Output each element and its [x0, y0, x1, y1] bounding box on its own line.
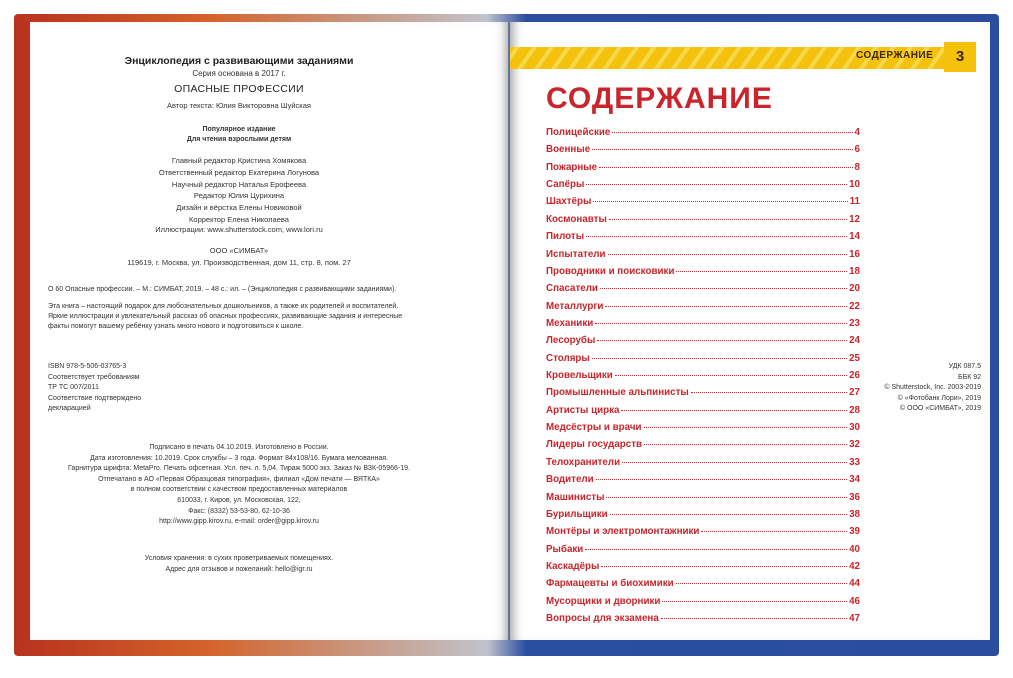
print-line: Гарнитура шрифта: MetaPro. Печать офсетная. Усл. печ. л. 5,04. Тираж 5000 экз. Заказ № ВЗК-05966-19. — [68, 465, 410, 473]
publisher-name: ООО «СИМБАТ» — [209, 246, 269, 255]
toc-label: Рыбаки — [546, 543, 584, 555]
editors-list — [0, 155, 478, 226]
toc-heading: СОДЕРЖАНИЕ — [546, 82, 773, 115]
toc-entry — [546, 509, 860, 526]
isbn-line: ТР ТС 007/2011 — [48, 384, 99, 391]
toc-entry — [546, 301, 860, 318]
toc-dot-leader — [608, 254, 848, 255]
toc-dot-leader — [586, 236, 847, 237]
toc-page-number: 26 — [849, 370, 860, 382]
editor-line: Редактор Юлия Цурихина — [193, 191, 285, 201]
toc-dot-leader — [595, 323, 847, 324]
toc-label: Фармацевты и биохимики — [546, 578, 674, 590]
toc-entry — [546, 561, 860, 578]
toc-dot-leader — [615, 375, 847, 376]
toc-page-number: 33 — [849, 456, 860, 468]
toc-label: Кровельщики — [546, 370, 613, 382]
toc-label: Металлурги — [546, 300, 604, 312]
toc-entry — [546, 370, 860, 387]
toc-page-number: 30 — [849, 422, 860, 434]
print-info — [0, 443, 478, 528]
header-label: СОДЕРЖАНИЕ — [856, 50, 934, 61]
bibliographic-record: О 60 Опасные профессии. – М.: СИМБАТ, 2019. – 48 с.: ил. – (Энциклопедия с развивающими заданиями). — [48, 286, 397, 293]
toc-dot-leader — [585, 549, 847, 550]
editor-line: Ответственный редактор Екатерина Логунова — [158, 167, 320, 177]
toc-dot-leader — [661, 618, 847, 619]
toc-label: Мусорщики и дворники — [546, 595, 661, 607]
toc-label: Водители — [546, 474, 594, 486]
toc-entry — [546, 457, 860, 474]
toc-page-number: 11 — [849, 196, 860, 208]
storage-line: Адрес для отзывов и пожеланий: hello@igr.ru — [165, 566, 313, 573]
udk-line: © «Фотобанк Лори», 2019 — [897, 394, 981, 402]
toc-page-number: 28 — [849, 404, 860, 416]
toc-page-number: 36 — [849, 491, 860, 503]
toc-entry — [546, 231, 860, 248]
toc-dot-leader — [644, 427, 848, 428]
toc-page-number: 12 — [849, 213, 860, 225]
toc-entry — [546, 544, 860, 561]
toc-entry — [546, 283, 860, 300]
toc-label: Артисты цирка — [546, 404, 620, 416]
annotation-line: Эта книга – настоящий подарок для любознательных дошкольников, а также их родителей и воспитателей. — [48, 303, 399, 310]
toc-entry — [546, 144, 860, 161]
toc-dot-leader — [610, 514, 847, 515]
toc-dot-leader — [609, 219, 847, 220]
udk-line: ББК 92 — [958, 373, 981, 381]
toc-dot-leader — [622, 462, 847, 463]
toc-dot-leader — [605, 306, 847, 307]
toc-entry — [546, 526, 860, 543]
toc-label: Военные — [546, 144, 591, 156]
toc-page-number: 47 — [849, 613, 860, 625]
book-title: ОПАСНЫЕ ПРОФЕССИИ — [174, 83, 304, 95]
toc-page-number: 24 — [849, 335, 860, 347]
print-line: Подписано в печать 04.10.2019. Изготовлено в России. — [149, 444, 329, 451]
toc-label: Проводники и поисковики — [546, 265, 675, 277]
toc-label: Лесорубы — [546, 335, 596, 347]
toc-entry — [546, 162, 860, 179]
toc-label: Телохранители — [546, 456, 621, 468]
toc-entry — [546, 492, 860, 509]
toc-dot-leader — [701, 531, 847, 532]
annotation-line: факты помогут вашему ребёнку узнать много нового и подготовиться к школе. — [48, 323, 304, 330]
toc-dot-leader — [691, 392, 847, 393]
toc-dot-leader — [676, 583, 847, 584]
editor-line: Корректор Елена Николаева — [189, 214, 289, 224]
toc-page-number: 8 — [854, 161, 860, 173]
toc-label: Монтёры и электромонтажники — [546, 526, 700, 538]
toc-label: Пожарные — [546, 161, 598, 173]
toc-dot-leader — [593, 201, 847, 202]
series-note: Серия основана в 2017 г. — [192, 69, 286, 78]
toc-entry — [546, 353, 860, 370]
toc-label: Столяры — [546, 352, 590, 364]
toc-label: Пилоты — [546, 231, 585, 243]
toc-label: Каскадёры — [546, 560, 600, 572]
toc-page-number: 39 — [849, 526, 860, 538]
toc-page-number: 20 — [849, 283, 860, 295]
toc-entry — [546, 196, 860, 213]
isbn-line: Соответствие подтверждено — [48, 394, 142, 402]
isbn-line: декларацией — [48, 405, 91, 412]
storage-info — [0, 554, 478, 576]
isbn-line: Соответствует требованиям — [48, 373, 140, 381]
toc-entry — [546, 613, 860, 630]
print-line: http://www.gipp.kirov.ru, e-mail: order@gipp.kirov.ru — [159, 518, 319, 526]
toc-entry — [546, 214, 860, 231]
toc-dot-leader — [592, 149, 852, 150]
toc-entry — [546, 179, 860, 196]
edition-type: Популярное издание — [202, 126, 276, 133]
udk-line: УДК 087.5 — [948, 363, 981, 370]
toc-page-number: 14 — [849, 231, 860, 243]
toc-page-number: 16 — [849, 248, 860, 260]
editor-line: Главный редактор Кристина Хомякова — [171, 156, 307, 165]
toc-label: Сапёры — [546, 179, 585, 191]
toc-label: Полицейские — [546, 127, 611, 138]
toc-page-number: 38 — [849, 508, 860, 520]
toc-page-number: 6 — [854, 144, 860, 156]
author-line: Автор текста: Юлия Викторовна Шуйская — [167, 101, 311, 110]
toc-entry — [546, 596, 860, 613]
toc-label: Шахтёры — [546, 196, 592, 208]
toc-page-number: 18 — [849, 265, 860, 277]
toc-page-number: 22 — [849, 300, 860, 312]
toc-label: Механики — [546, 317, 594, 329]
storage-line: Условия хранения: в сухих проветриваемых помещениях. — [144, 555, 334, 562]
toc-dot-leader — [601, 566, 847, 567]
toc-label: Бурильщики — [546, 508, 608, 520]
toc-label: Вопросы для экзамена — [546, 613, 659, 625]
toc-page-number: 10 — [849, 179, 860, 191]
toc-dot-leader — [676, 271, 847, 272]
toc-page-number: 42 — [849, 560, 860, 572]
encyclopedia-title: Энциклопедия с развивающими заданиями — [124, 55, 354, 67]
toc-dot-leader — [586, 184, 847, 185]
page-number: 3 — [944, 42, 976, 72]
isbn-block — [48, 362, 141, 415]
toc-page-number: 23 — [849, 317, 860, 329]
toc-dot-leader — [597, 340, 847, 341]
editor-line: Дизайн и вёрстка Елены Новиковой — [176, 203, 302, 213]
toc-label: Промышленные альпинисты — [546, 387, 689, 399]
toc-entry — [546, 249, 860, 266]
toc-page-number: 44 — [849, 578, 860, 590]
print-line: в полном соответствии с качеством предоставленных материалов — [130, 486, 348, 494]
print-line: Отпечатано в АО «Первая Образцовая типография», филиал «Дом печати — ВЯТКА» — [98, 475, 380, 483]
toc-label: Машинисты — [546, 491, 605, 503]
toc-page-number: 27 — [849, 387, 860, 399]
toc-entry — [546, 318, 860, 335]
book-spine — [500, 22, 520, 640]
print-line: 610033, г. Киров, ул. Московская, 122, — [177, 496, 301, 504]
toc-dot-leader — [599, 167, 852, 168]
toc-dot-leader — [644, 444, 847, 445]
audience-line: Для чтения взрослыми детям — [186, 136, 292, 143]
toc-dot-leader — [596, 479, 847, 480]
toc-label: Испытатели — [546, 248, 606, 260]
toc-entry — [546, 335, 860, 352]
udk-line: © ООО «СИМБАТ», 2019 — [899, 405, 981, 412]
toc-entry — [546, 266, 860, 283]
toc-label: Космонавты — [546, 213, 607, 225]
toc-dot-leader — [606, 497, 847, 498]
toc-entry — [546, 127, 860, 144]
toc-label: Спасатели — [546, 283, 598, 295]
toc-entry — [546, 405, 860, 422]
toc-entry — [546, 439, 860, 456]
isbn-line: ISBN 978-5-506-03765-3 — [48, 363, 127, 370]
udk-line: © Shutterstock, Inc. 2003-2019 — [884, 384, 981, 391]
annotation-line: Яркие иллюстрации и увлекательный рассказ об опасных профессиях, развивающие задания и интересные — [48, 313, 403, 320]
toc-dot-leader — [662, 601, 847, 602]
toc-entry — [546, 578, 860, 595]
toc-page-number: 4 — [854, 127, 860, 138]
toc-dot-leader — [592, 358, 847, 359]
toc-entry — [546, 474, 860, 491]
toc-dot-leader — [612, 132, 852, 133]
toc-label: Медсёстры и врачи — [546, 422, 642, 434]
toc-page-number: 40 — [849, 543, 860, 555]
toc-entry — [546, 422, 860, 439]
toc-page-number: 46 — [849, 595, 860, 607]
toc-page-number: 34 — [849, 474, 860, 486]
editor-line: Научный редактор Наталья Ерофеева — [171, 179, 307, 189]
udk-block — [884, 362, 981, 415]
toc-page-number: 25 — [849, 352, 860, 364]
toc-list — [546, 127, 860, 630]
toc-label: Лидеры государств — [546, 439, 643, 451]
annotation — [48, 302, 478, 332]
toc-page-number: 32 — [849, 439, 860, 451]
print-line: Факс: (8332) 53-53-80, 62-10-36 — [188, 507, 290, 515]
publisher-address: 119619, г. Москва, ул. Производственная, дом 11, стр. 8, пом. 27 — [127, 258, 351, 267]
print-line: Дата изготовления: 10.2019. Срок службы – 3 года. Формат 84х108/16. Бумага мелованная. — [90, 454, 388, 462]
toc-entry — [546, 387, 860, 404]
illustrations-credit: Иллюстрации: www.shutterstock.com, www.lori.ru — [155, 225, 323, 234]
toc-dot-leader — [600, 288, 847, 289]
toc-dot-leader — [621, 410, 847, 411]
